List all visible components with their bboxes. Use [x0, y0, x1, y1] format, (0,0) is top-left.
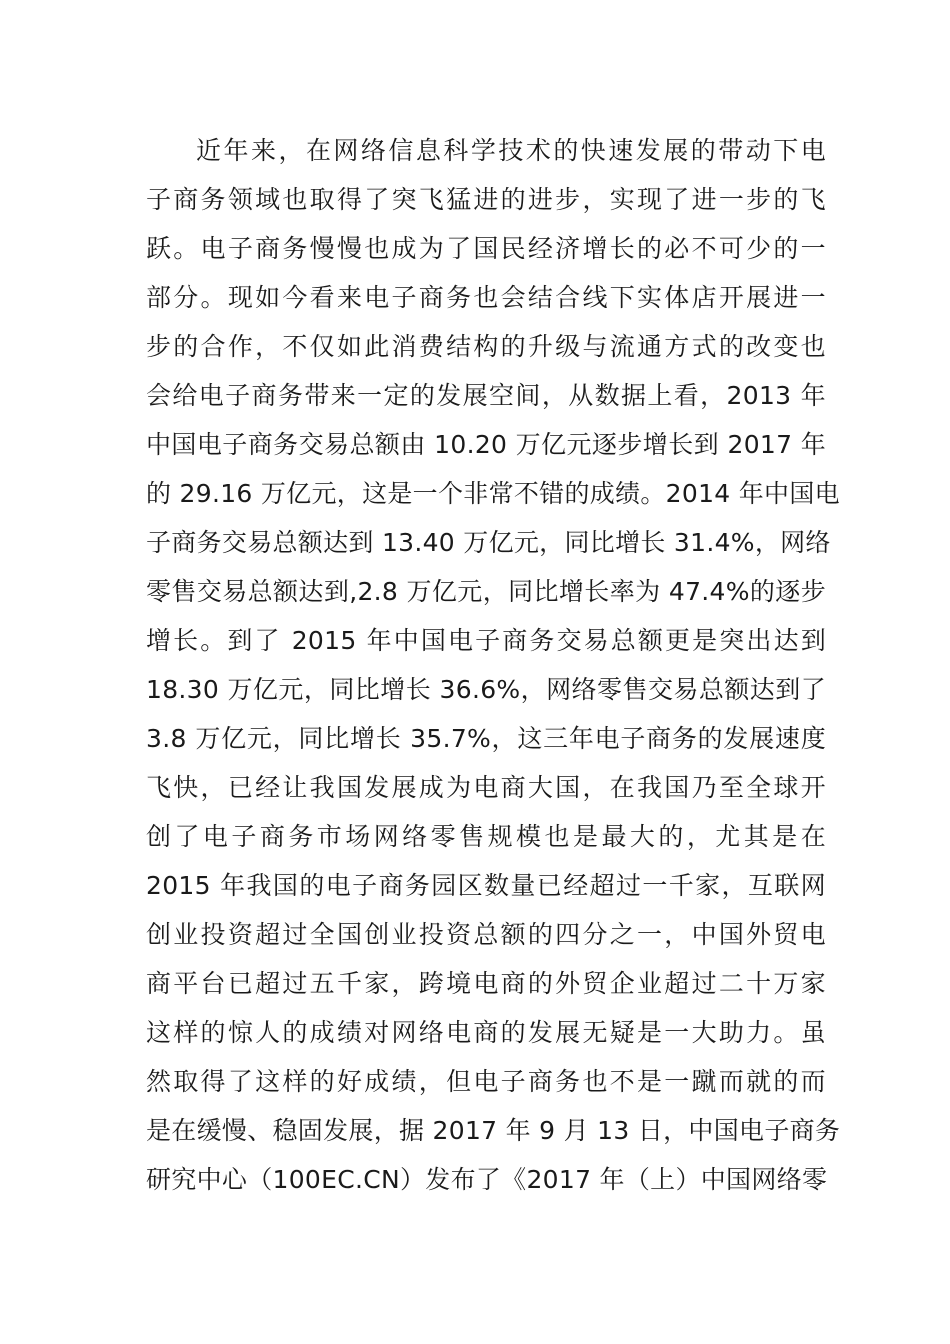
paragraph-line: 创了电子商务市场网络零售规模也是最大的，尤其是在 — [146, 822, 826, 851]
paragraph-line: 创业投资超过全国创业投资总额的四分之一，中国外贸电 — [146, 920, 826, 949]
paragraph-line: 2015 年我国的电子商务园区数量已经超过一千家，互联网 — [146, 871, 826, 900]
paragraph-line: 然取得了这样的好成绩，但电子商务也不是一蹴而就的而 — [146, 1067, 826, 1096]
paragraph-line: 这样的惊人的成绩对网络电商的发展无疑是一大助力。虽 — [146, 1018, 826, 1047]
paragraph-line: 飞快，已经让我国发展成为电商大国，在我国乃至全球开 — [146, 773, 826, 802]
paragraph-line: 3.8 万亿元，同比增长 35.7%，这三年电子商务的发展速度 — [146, 724, 826, 753]
paragraph-line: 商平台已超过五千家，跨境电商的外贸企业超过二十万家 — [146, 969, 826, 998]
paragraph-line: 中国电子商务交易总额由 10.20 万亿元逐步增长到 2017 年 — [146, 430, 826, 459]
paragraph-line: 跃。电子商务慢慢也成为了国民经济增长的必不可少的一 — [146, 234, 826, 263]
paragraph-line: 部分。现如今看来电子商务也会结合线下实体店开展进一 — [146, 283, 826, 312]
paragraph-line: 研究中心（100EC.CN）发布了《2017 年（上）中国网络零 — [146, 1165, 828, 1194]
paragraph-line: 零售交易总额达到,2.8 万亿元，同比增长率为 47.4%的逐步 — [146, 577, 826, 606]
body-paragraph — [146, 126, 841, 1204]
paragraph-line: 是在缓慢、稳固发展，据 2017 年 9 月 13 日，中国电子商务 — [146, 1116, 841, 1145]
paragraph-line: 步的合作，不仅如此消费结构的升级与流通方式的改变也 — [146, 332, 826, 361]
paragraph-line: 18.30 万亿元，同比增长 36.6%，网络零售交易总额达到了 — [146, 675, 826, 704]
paragraph-line: 子商务交易总额达到 13.40 万亿元，同比增长 31.4%，网络 — [146, 528, 831, 557]
paragraph-line: 子商务领域也取得了突飞猛进的进步，实现了进一步的飞 — [146, 185, 826, 214]
paragraph-line: 的 29.16 万亿元，这是一个非常不错的成绩。2014 年中国电 — [146, 479, 840, 508]
paragraph-line: 近年来，在网络信息科学技术的快速发展的带动下电 — [196, 136, 826, 165]
paragraph-line: 会给电子商务带来一定的发展空间，从数据上看，2013 年 — [146, 381, 826, 410]
paragraph-line: 增长。到了 2015 年中国电子商务交易总额更是突出达到 — [146, 626, 826, 655]
